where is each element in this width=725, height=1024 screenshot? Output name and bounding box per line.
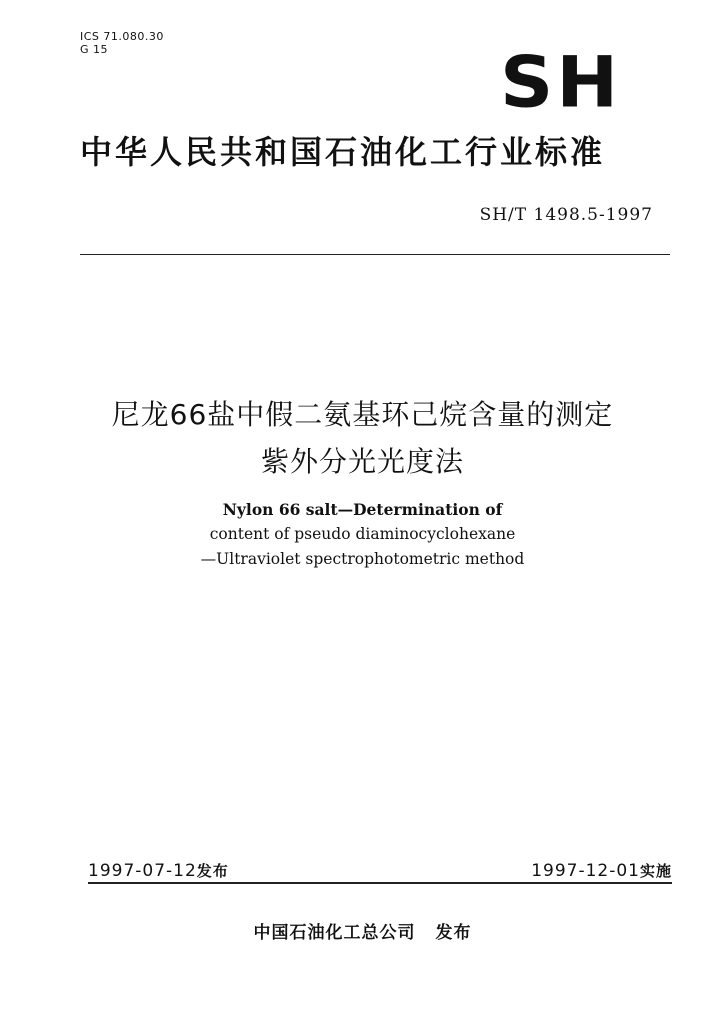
chinese-title-line1: 尼龙66盐中假二氨基环己烷含量的测定 xyxy=(111,398,614,431)
publisher-action: 发布 xyxy=(435,923,472,943)
english-title-line3: —Ultraviolet spectrophotometric method xyxy=(200,550,525,568)
sh-logo: SH xyxy=(500,41,622,124)
issue-label: 发布 xyxy=(196,862,229,880)
gb-class-code: G 15 xyxy=(80,43,109,56)
issue-date: 1997-07-12 xyxy=(88,861,197,881)
english-title-line2: content of pseudo diaminocyclohexane xyxy=(209,525,516,543)
publisher-name: 中国石油化工总公司 xyxy=(253,923,416,943)
standard-number: SH/T 1498.5-1997 xyxy=(479,205,653,225)
chinese-title-line2: 紫外分光光度法 xyxy=(260,445,464,478)
effective-date-group xyxy=(531,860,672,881)
issue-date-group xyxy=(88,860,229,881)
effective-label: 实施 xyxy=(639,862,672,880)
footer-divider xyxy=(88,882,672,884)
standard-category-title: 中华人民共和国石油化工行业标准 xyxy=(80,133,606,171)
classification-codes xyxy=(80,30,164,56)
ics-code: ICS 71.080.30 xyxy=(80,30,164,43)
publisher-line xyxy=(0,918,725,943)
date-row xyxy=(88,860,672,884)
effective-date: 1997-12-01 xyxy=(531,861,640,881)
header-divider xyxy=(80,254,670,255)
english-title-line1: Nylon 66 salt—Determination of xyxy=(222,500,503,519)
